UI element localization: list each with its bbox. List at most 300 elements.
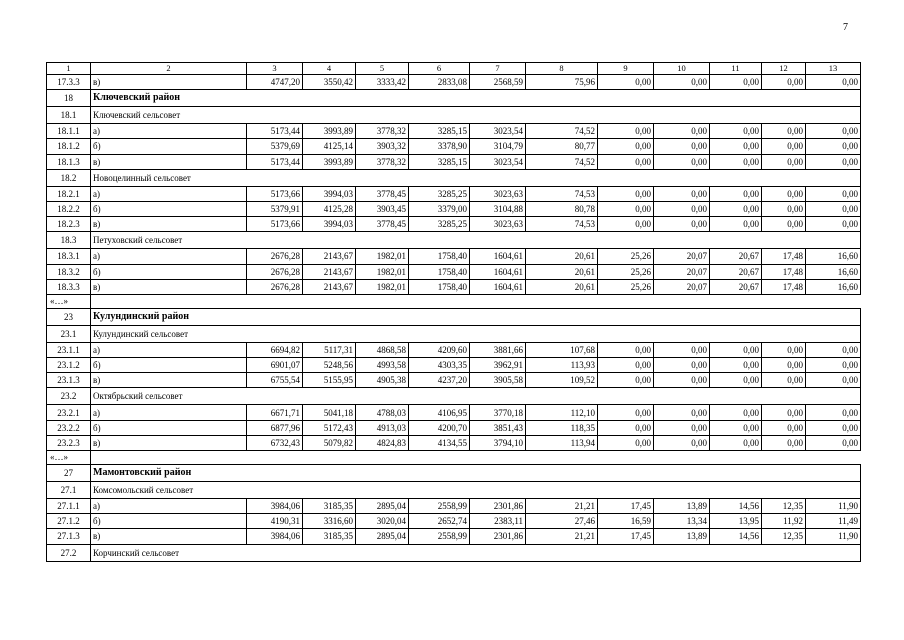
row-variant-label: а) [91, 499, 247, 514]
value-cell: 0,00 [598, 154, 654, 169]
row-code: 27.1.3 [47, 529, 91, 544]
value-cell: 0,00 [762, 124, 806, 139]
table-row [47, 514, 861, 529]
table-row [47, 342, 861, 357]
column-number-header: 5 [356, 63, 409, 75]
column-number-header: 4 [303, 63, 356, 75]
value-cell: 3185,35 [303, 529, 356, 544]
row-variant-label: в) [91, 373, 247, 388]
value-cell: 0,00 [710, 217, 762, 232]
value-cell: 4747,20 [247, 75, 303, 90]
value-cell: 5173,66 [247, 186, 303, 201]
value-cell: 0,00 [806, 124, 861, 139]
settlement-row [47, 169, 861, 186]
value-cell: 0,00 [762, 435, 806, 450]
omission-blank [91, 294, 861, 308]
value-cell: 0,00 [598, 342, 654, 357]
value-cell: 0,00 [806, 342, 861, 357]
value-cell: 20,61 [526, 279, 598, 294]
value-cell: 3778,45 [356, 217, 409, 232]
value-cell: 3023,54 [470, 154, 526, 169]
district-title: Мамонтовский район [91, 465, 861, 482]
row-code: 18.2.1 [47, 186, 91, 201]
value-cell: 14,56 [710, 499, 762, 514]
value-cell: 5041,18 [303, 405, 356, 420]
value-cell: 2652,74 [409, 514, 470, 529]
value-cell: 11,49 [806, 514, 861, 529]
row-variant-label: в) [91, 435, 247, 450]
value-cell: 16,59 [598, 514, 654, 529]
value-cell: 3993,89 [303, 124, 356, 139]
omission-marker: «…» [47, 294, 91, 308]
value-cell: 0,00 [806, 358, 861, 373]
value-cell: 3550,42 [303, 75, 356, 90]
value-cell: 0,00 [654, 435, 710, 450]
value-cell: 0,00 [806, 154, 861, 169]
omission-row [47, 451, 861, 465]
value-cell: 2568,59 [470, 75, 526, 90]
value-cell: 4209,60 [409, 342, 470, 357]
value-cell: 2895,04 [356, 499, 409, 514]
column-number-header: 9 [598, 63, 654, 75]
settlement-row [47, 232, 861, 249]
value-cell: 0,00 [654, 373, 710, 388]
settlement-row [47, 388, 861, 405]
row-variant-label: б) [91, 420, 247, 435]
value-cell: 11,92 [762, 514, 806, 529]
value-cell: 5173,66 [247, 217, 303, 232]
value-cell: 0,00 [654, 217, 710, 232]
omission-marker: «…» [47, 451, 91, 465]
row-variant-label: в) [91, 154, 247, 169]
value-cell: 20,67 [710, 249, 762, 264]
value-cell: 21,21 [526, 529, 598, 544]
value-cell: 75,96 [526, 75, 598, 90]
value-cell: 1758,40 [409, 264, 470, 279]
value-cell: 0,00 [762, 420, 806, 435]
value-cell: 80,77 [526, 139, 598, 154]
column-number-header: 3 [247, 63, 303, 75]
row-variant-label: в) [91, 529, 247, 544]
value-cell: 0,00 [762, 342, 806, 357]
column-number-header: 2 [91, 63, 247, 75]
value-cell: 20,61 [526, 249, 598, 264]
value-cell: 3185,35 [303, 499, 356, 514]
value-cell: 3316,60 [303, 514, 356, 529]
row-code: 18.3.3 [47, 279, 91, 294]
value-cell: 0,00 [654, 186, 710, 201]
value-cell: 13,89 [654, 529, 710, 544]
row-variant-label: б) [91, 201, 247, 216]
value-cell: 0,00 [710, 342, 762, 357]
table-row [47, 201, 861, 216]
table-row [47, 124, 861, 139]
row-code: 23.1 [47, 325, 91, 342]
column-number-header: 8 [526, 63, 598, 75]
value-cell: 0,00 [710, 124, 762, 139]
value-cell: 4237,20 [409, 373, 470, 388]
value-cell: 3962,91 [470, 358, 526, 373]
row-variant-label: в) [91, 279, 247, 294]
value-cell: 27,46 [526, 514, 598, 529]
table-row [47, 499, 861, 514]
value-cell: 0,00 [654, 124, 710, 139]
row-code: 23.2.1 [47, 405, 91, 420]
row-variant-label: в) [91, 75, 247, 90]
value-cell: 0,00 [598, 435, 654, 450]
row-variant-label: а) [91, 342, 247, 357]
value-cell: 0,00 [762, 154, 806, 169]
row-code: 18.1.1 [47, 124, 91, 139]
row-code: 27.1.1 [47, 499, 91, 514]
row-variant-label: а) [91, 186, 247, 201]
row-code: 23.1.2 [47, 358, 91, 373]
table-body [47, 63, 861, 562]
value-cell: 0,00 [710, 435, 762, 450]
value-cell: 3881,66 [470, 342, 526, 357]
value-cell: 0,00 [806, 420, 861, 435]
value-cell: 3285,15 [409, 154, 470, 169]
value-cell: 2383,11 [470, 514, 526, 529]
value-cell: 0,00 [762, 186, 806, 201]
row-code: 18.2 [47, 169, 91, 186]
value-cell: 0,00 [654, 420, 710, 435]
settlement-row [47, 482, 861, 499]
value-cell: 0,00 [598, 139, 654, 154]
value-cell: 5172,43 [303, 420, 356, 435]
value-cell: 0,00 [598, 405, 654, 420]
value-cell: 4125,28 [303, 201, 356, 216]
value-cell: 0,00 [710, 373, 762, 388]
column-number-header: 13 [806, 63, 861, 75]
row-code: 18.3.2 [47, 264, 91, 279]
value-cell: 2301,86 [470, 529, 526, 544]
settlement-title: Новоцелинный сельсовет [91, 169, 861, 186]
row-variant-label: а) [91, 124, 247, 139]
value-cell: 4134,55 [409, 435, 470, 450]
value-cell: 17,48 [762, 279, 806, 294]
value-cell: 20,07 [654, 264, 710, 279]
table-row [47, 420, 861, 435]
value-cell: 0,00 [598, 420, 654, 435]
value-cell: 0,00 [710, 358, 762, 373]
row-code: 27.1.2 [47, 514, 91, 529]
value-cell: 80,78 [526, 201, 598, 216]
column-number-header: 12 [762, 63, 806, 75]
value-cell: 0,00 [806, 139, 861, 154]
row-variant-label: б) [91, 514, 247, 529]
value-cell: 3984,06 [247, 529, 303, 544]
value-cell: 0,00 [710, 186, 762, 201]
value-cell: 16,60 [806, 264, 861, 279]
district-title: Кулундинский район [91, 308, 861, 325]
value-cell: 4824,83 [356, 435, 409, 450]
value-cell: 3994,03 [303, 186, 356, 201]
settlement-title: Октябрьский сельсовет [91, 388, 861, 405]
value-cell: 1604,61 [470, 279, 526, 294]
value-cell: 12,35 [762, 499, 806, 514]
value-cell: 25,26 [598, 279, 654, 294]
value-cell: 20,67 [710, 264, 762, 279]
value-cell: 74,53 [526, 186, 598, 201]
value-cell: 4993,58 [356, 358, 409, 373]
value-cell: 0,00 [598, 186, 654, 201]
value-cell: 4125,14 [303, 139, 356, 154]
value-cell: 3285,15 [409, 124, 470, 139]
value-cell: 0,00 [806, 217, 861, 232]
value-cell: 1758,40 [409, 279, 470, 294]
value-cell: 0,00 [806, 75, 861, 90]
value-cell: 21,21 [526, 499, 598, 514]
value-cell: 20,07 [654, 249, 710, 264]
value-cell: 74,53 [526, 217, 598, 232]
district-title: Ключевский район [91, 90, 861, 107]
value-cell: 5379,91 [247, 201, 303, 216]
value-cell: 0,00 [762, 358, 806, 373]
value-cell: 4190,31 [247, 514, 303, 529]
page-number: 7 [843, 22, 848, 33]
value-cell: 0,00 [762, 405, 806, 420]
settlement-title: Корчинский сельсовет [91, 544, 861, 561]
value-cell: 25,26 [598, 249, 654, 264]
table-row [47, 186, 861, 201]
district-row [47, 90, 861, 107]
value-cell: 2833,08 [409, 75, 470, 90]
value-cell: 107,68 [526, 342, 598, 357]
row-code: 27.2 [47, 544, 91, 561]
value-cell: 3984,06 [247, 499, 303, 514]
value-cell: 3770,18 [470, 405, 526, 420]
value-cell: 0,00 [806, 186, 861, 201]
table-row [47, 435, 861, 450]
value-cell: 3378,90 [409, 139, 470, 154]
row-code: 18.1 [47, 107, 91, 124]
value-cell: 5155,95 [303, 373, 356, 388]
table-row [47, 264, 861, 279]
value-cell: 14,56 [710, 529, 762, 544]
district-row [47, 308, 861, 325]
value-cell: 3778,32 [356, 124, 409, 139]
value-cell: 25,26 [598, 264, 654, 279]
row-code: 18.2.3 [47, 217, 91, 232]
value-cell: 4106,95 [409, 405, 470, 420]
value-cell: 6901,07 [247, 358, 303, 373]
value-cell: 4905,38 [356, 373, 409, 388]
table-row [47, 373, 861, 388]
value-cell: 5173,44 [247, 124, 303, 139]
value-cell: 6877,96 [247, 420, 303, 435]
value-cell: 0,00 [806, 201, 861, 216]
column-number-header: 7 [470, 63, 526, 75]
value-cell: 0,00 [806, 373, 861, 388]
value-cell: 13,95 [710, 514, 762, 529]
value-cell: 0,00 [654, 405, 710, 420]
value-cell: 2558,99 [409, 499, 470, 514]
value-cell: 1758,40 [409, 249, 470, 264]
value-cell: 0,00 [654, 75, 710, 90]
value-cell: 0,00 [710, 201, 762, 216]
value-cell: 0,00 [762, 373, 806, 388]
value-cell: 3993,89 [303, 154, 356, 169]
value-cell: 3851,43 [470, 420, 526, 435]
value-cell: 5173,44 [247, 154, 303, 169]
value-cell: 113,93 [526, 358, 598, 373]
value-cell: 3994,03 [303, 217, 356, 232]
tariff-table [46, 62, 861, 562]
value-cell: 6671,71 [247, 405, 303, 420]
value-cell: 6755,54 [247, 373, 303, 388]
value-cell: 3104,79 [470, 139, 526, 154]
value-cell: 16,60 [806, 279, 861, 294]
value-cell: 4913,03 [356, 420, 409, 435]
row-code: 18.1.2 [47, 139, 91, 154]
row-code: 27 [47, 465, 91, 482]
value-cell: 0,00 [598, 201, 654, 216]
value-cell: 6732,43 [247, 435, 303, 450]
row-code: 18.1.3 [47, 154, 91, 169]
value-cell: 0,00 [762, 201, 806, 216]
value-cell: 2143,67 [303, 249, 356, 264]
row-variant-label: б) [91, 139, 247, 154]
value-cell: 3905,58 [470, 373, 526, 388]
row-code: 27.1 [47, 482, 91, 499]
table-row [47, 154, 861, 169]
value-cell: 0,00 [806, 435, 861, 450]
value-cell: 74,52 [526, 124, 598, 139]
value-cell: 0,00 [762, 75, 806, 90]
column-number-header: 1 [47, 63, 91, 75]
value-cell: 16,60 [806, 249, 861, 264]
value-cell: 2558,99 [409, 529, 470, 544]
value-cell: 1604,61 [470, 249, 526, 264]
value-cell: 3023,54 [470, 124, 526, 139]
table-row [47, 358, 861, 373]
value-cell: 6694,82 [247, 342, 303, 357]
value-cell: 2676,28 [247, 264, 303, 279]
value-cell: 0,00 [710, 139, 762, 154]
value-cell: 3333,42 [356, 75, 409, 90]
value-cell: 2676,28 [247, 249, 303, 264]
value-cell: 0,00 [598, 124, 654, 139]
value-cell: 0,00 [710, 154, 762, 169]
value-cell: 1604,61 [470, 264, 526, 279]
value-cell: 0,00 [654, 201, 710, 216]
table-row [47, 529, 861, 544]
value-cell: 0,00 [598, 358, 654, 373]
omission-row [47, 294, 861, 308]
table-row [47, 75, 861, 90]
value-cell: 3794,10 [470, 435, 526, 450]
value-cell: 2143,67 [303, 279, 356, 294]
row-code: 17.3.3 [47, 75, 91, 90]
row-code: 23.1.3 [47, 373, 91, 388]
column-number-header: 6 [409, 63, 470, 75]
value-cell: 11,90 [806, 529, 861, 544]
settlement-row [47, 325, 861, 342]
value-cell: 13,89 [654, 499, 710, 514]
value-cell: 3285,25 [409, 217, 470, 232]
settlement-title: Кулундинский сельсовет [91, 325, 861, 342]
value-cell: 0,00 [654, 139, 710, 154]
settlement-title: Петуховский сельсовет [91, 232, 861, 249]
row-variant-label: б) [91, 358, 247, 373]
row-code: 18.3 [47, 232, 91, 249]
omission-blank [91, 451, 861, 465]
value-cell: 5379,69 [247, 139, 303, 154]
value-cell: 0,00 [598, 75, 654, 90]
value-cell: 2895,04 [356, 529, 409, 544]
value-cell: 0,00 [598, 217, 654, 232]
value-cell: 20,67 [710, 279, 762, 294]
row-variant-label: в) [91, 217, 247, 232]
value-cell: 17,48 [762, 249, 806, 264]
value-cell: 3903,32 [356, 139, 409, 154]
value-cell: 1982,01 [356, 279, 409, 294]
value-cell: 11,90 [806, 499, 861, 514]
table-row [47, 249, 861, 264]
table-row [47, 279, 861, 294]
value-cell: 12,35 [762, 529, 806, 544]
value-cell: 5079,82 [303, 435, 356, 450]
settlement-title: Комсомольский сельсовет [91, 482, 861, 499]
row-variant-label: а) [91, 405, 247, 420]
table-row [47, 217, 861, 232]
value-cell: 17,45 [598, 499, 654, 514]
column-number-header: 10 [654, 63, 710, 75]
value-cell: 3903,45 [356, 201, 409, 216]
value-cell: 3023,63 [470, 186, 526, 201]
value-cell: 4200,70 [409, 420, 470, 435]
value-cell: 0,00 [654, 342, 710, 357]
value-cell: 0,00 [654, 358, 710, 373]
value-cell: 3285,25 [409, 186, 470, 201]
table-row [47, 139, 861, 154]
row-code: 18.3.1 [47, 249, 91, 264]
value-cell: 0,00 [710, 420, 762, 435]
value-cell: 4868,58 [356, 342, 409, 357]
row-code: 23 [47, 308, 91, 325]
value-cell: 109,52 [526, 373, 598, 388]
value-cell: 1982,01 [356, 264, 409, 279]
value-cell: 5248,56 [303, 358, 356, 373]
value-cell: 0,00 [710, 75, 762, 90]
row-variant-label: а) [91, 249, 247, 264]
settlement-row [47, 544, 861, 561]
header-row [47, 63, 861, 75]
value-cell: 0,00 [598, 373, 654, 388]
column-number-header: 11 [710, 63, 762, 75]
value-cell: 0,00 [710, 405, 762, 420]
row-code: 18.2.2 [47, 201, 91, 216]
row-code: 23.1.1 [47, 342, 91, 357]
value-cell: 3379,00 [409, 201, 470, 216]
value-cell: 3020,04 [356, 514, 409, 529]
value-cell: 17,45 [598, 529, 654, 544]
value-cell: 0,00 [806, 405, 861, 420]
value-cell: 113,94 [526, 435, 598, 450]
value-cell: 13,34 [654, 514, 710, 529]
settlement-row [47, 107, 861, 124]
value-cell: 4788,03 [356, 405, 409, 420]
value-cell: 2676,28 [247, 279, 303, 294]
table-row [47, 405, 861, 420]
value-cell: 2301,86 [470, 499, 526, 514]
value-cell: 20,07 [654, 279, 710, 294]
value-cell: 3023,63 [470, 217, 526, 232]
value-cell: 1982,01 [356, 249, 409, 264]
row-code: 18 [47, 90, 91, 107]
value-cell: 2143,67 [303, 264, 356, 279]
